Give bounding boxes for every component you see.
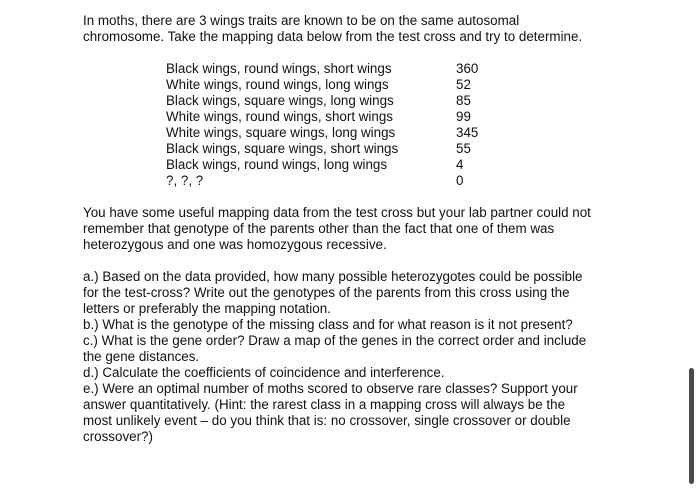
phenotype-cell: White wings, square wings, long wings (166, 125, 396, 140)
table-row (166, 157, 496, 173)
phenotype-cell: White wings, round wings, short wings (166, 109, 393, 124)
question-a: a.) Based on the data provided, how many possible heterozygotes could be possible for the test-cross? Write out the genotypes of the parents from this cross using the letters or preferably the mapping notation. (83, 269, 583, 316)
phenotype-cell: ?, ?, ? (166, 173, 204, 188)
table-row (166, 173, 496, 189)
phenotype-cell: Black wings, round wings, short wings (166, 61, 392, 76)
count-cell: 345 (456, 125, 479, 140)
phenotype-cell: Black wings, square wings, short wings (166, 141, 399, 156)
table-row (166, 141, 496, 157)
count-cell: 99 (456, 109, 471, 124)
document-body (83, 13, 593, 445)
test-cross-data-table (166, 61, 496, 189)
table-row (166, 77, 496, 93)
phenotype-cell: Black wings, round wings, long wings (166, 157, 388, 172)
question-d: d.) Calculate the coefficients of coincidence and interference. (83, 365, 445, 380)
count-cell: 360 (456, 61, 479, 76)
intro-paragraph: In moths, there are 3 wings traits are known to be on the same autosomal chromosome. Take the mapping data below from the test cross and try to determine. (83, 13, 583, 44)
phenotype-cell: White wings, round wings, long wings (166, 77, 389, 92)
question-e: e.) Were an optimal number of moths scored to observe rare classes? Support your answer quantitatively. (Hint: the rarest class in a mapping cross will always be the most unlikely event – do you think that is: no crossover, single crossover or double crossover?) (83, 381, 578, 444)
table-row (166, 109, 496, 125)
table-row (166, 61, 496, 77)
count-cell: 4 (456, 157, 464, 172)
table-row (166, 93, 496, 109)
table-row (166, 125, 496, 141)
count-cell: 0 (456, 173, 464, 188)
count-cell: 85 (456, 93, 471, 108)
count-cell: 55 (456, 141, 471, 156)
question-b: b.) What is the genotype of the missing class and for what reason is it not present? (83, 317, 573, 332)
vertical-scrollbar[interactable] (689, 368, 694, 484)
context-paragraph: You have some useful mapping data from the test cross but your lab partner could not remember that genotype of the parents other than the fact that one of them was heterozygous and one was homozygous recessive. (83, 205, 591, 252)
phenotype-cell: Black wings, square wings, long wings (166, 93, 394, 108)
count-cell: 52 (456, 77, 471, 92)
questions-list (83, 269, 593, 445)
question-c: c.) What is the gene order? Draw a map of the genes in the correct order and include the gene distances. (83, 333, 587, 364)
